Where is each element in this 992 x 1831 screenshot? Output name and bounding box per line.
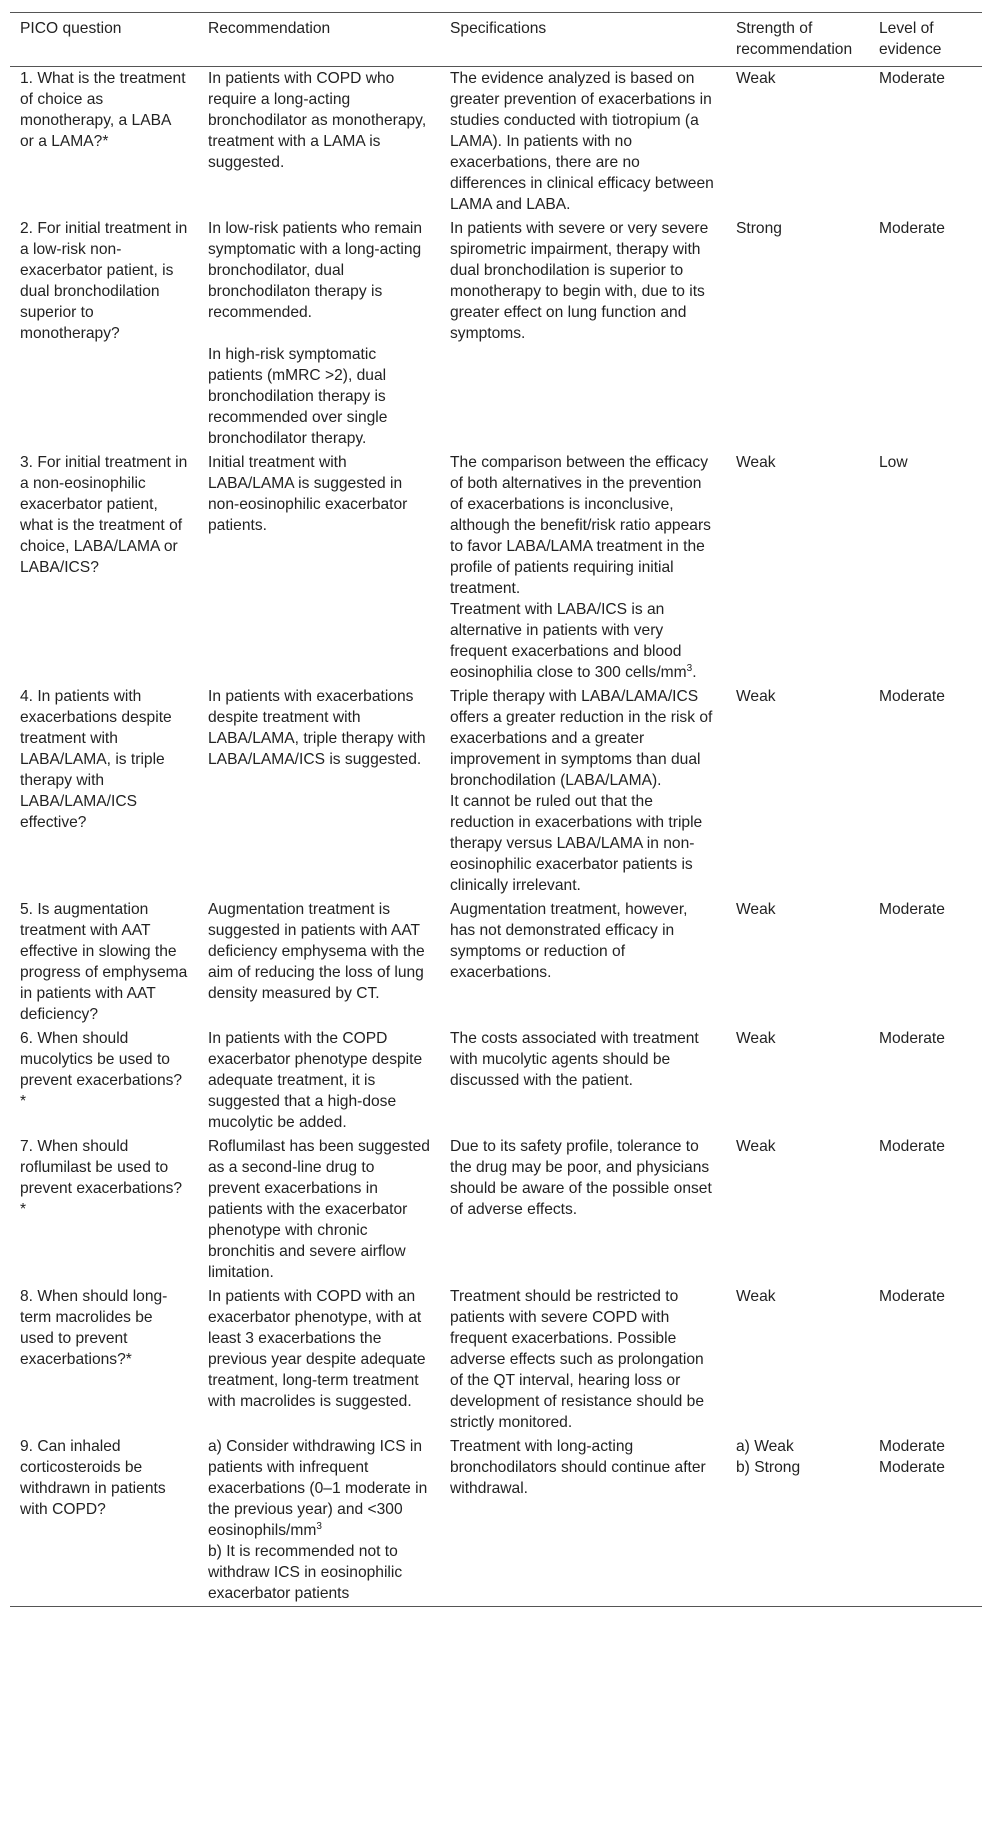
evidence-cell: Moderate <box>879 70 945 87</box>
recommendation-cell: In patients with the COPD exacerbator phenotype despite adequate treatment, it is suggested that a high-dose mucolytic be added. <box>208 1030 423 1131</box>
specifications-cell: The costs associated with treatment with mucolytic agents should be discussed with the patient. <box>450 1030 699 1089</box>
header-specifications: Specifications <box>450 20 547 37</box>
specifications-cell: Due to its safety profile, tolerance to the drug may be poor, and physicians should be aware of the possible onset of adverse effects. <box>450 1138 712 1218</box>
header-pico-question: PICO question <box>20 20 122 37</box>
specifications-cell: In patients with severe or very severe spirometric impairment, therapy with dual bronchodilation is superior to monotherapy to begin with, due to its greater effect on lung function and symptoms. <box>450 220 709 342</box>
evidence-cell: Moderate <box>879 688 945 705</box>
paragraph-gap <box>208 323 430 344</box>
evidence-cell: Moderate <box>879 1138 945 1155</box>
table-row <box>10 451 982 685</box>
recommendation-cell: In patients with COPD who require a long-acting bronchodilator as monotherapy, treatment with a LAMA is suggested. <box>208 70 427 171</box>
strength-cell: Strong <box>736 220 782 237</box>
question-cell: 5. Is augmentation treatment with AAT effective in slowing the progress of emphysema in patients with AAT deficiency? <box>20 901 188 1023</box>
table-row <box>10 1027 982 1135</box>
strength-cell: Weak <box>736 688 776 705</box>
strength-cell: a) Weak b) Strong <box>736 1438 801 1476</box>
evidence-cell: Moderate <box>879 1288 945 1305</box>
specifications-cell: Treatment should be restricted to patients with severe COPD with frequent exacerbations. Possible adverse effects such as prolongation of the QT interval, hearing loss or development of resistance should be strictly monitored. <box>450 1288 704 1431</box>
strength-cell: Weak <box>736 1288 776 1305</box>
header-strength: Strength of recommendation <box>736 20 853 58</box>
recommendation-cell: Roflumilast has been suggested as a second-line drug to prevent exacerbations in patients with the exacerbator phenotype with chronic bronchitis and severe airflow limitation. <box>208 1138 430 1281</box>
specifications-cell: The evidence analyzed is based on greater prevention of exacerbations in studies conducted with tiotropium (a LAMA). In patients with no exacerbations, there are no differences in clinical efficacy between LAMA and LABA. <box>450 70 714 213</box>
question-cell: 6. When should mucolytics be used to prevent exacerbations?* <box>20 1030 183 1110</box>
specification-with-unit: Treatment with LABA/ICS is an alternative in patients with very frequent exacerbations and blood eosinophilia close to 300 cells/$mm^3$. <box>450 601 697 681</box>
table-row <box>10 898 982 1027</box>
recommendation-cell: In low-risk patients who remain symptomatic with a long-acting bronchodilator, dual bronchodilaton therapy is recommended. In high-risk symptomatic patients (mMRC >2), dual bronchodilation therapy is recommended over single bronchodilator therapy. <box>198 217 440 451</box>
table-row <box>10 1285 982 1435</box>
question-cell: 4. In patients with exacerbations despite treatment with LABA/LAMA, is triple therapy with LABA/LAMA/ICS effective? <box>20 688 172 831</box>
header-level-of-evidence: Level of evidence <box>879 20 942 58</box>
specifications-cell: Triple therapy with LABA/LAMA/ICS offers a greater reduction in the risk of exacerbations and a greater improvement in symptoms than dual bronchodilation (LABA/LAMA). It cannot be ruled out that the reduction in exacerbations with triple therapy versus LABA/LAMA in non-eosinophilic exacerbator patients is clinically irrelevant. <box>450 688 713 894</box>
evidence-cell: Moderate Moderate <box>879 1438 945 1476</box>
recommendation-cell: a) Consider withdrawing ICS in patients with infrequent exacerbations (0–1 moderate in the previous year) and <300 eosinophils/$mm^3$ b) It is recommended not to withdraw ICS in eosinophilic exacerbator patients <box>198 1435 440 1607</box>
strength-cell: Weak <box>736 1138 776 1155</box>
recommendation-cell: Augmentation treatment is suggested in patients with AAT deficiency emphysema with the aim of reducing the loss of lung density measured by CT. <box>208 901 425 1002</box>
evidence-cell: Moderate <box>879 220 945 237</box>
strength-cell: Weak <box>736 1030 776 1047</box>
question-cell: 8. When should long-term macrolides be used to prevent exacerbations?* <box>20 1288 168 1368</box>
strength-cell: Weak <box>736 454 776 471</box>
recommendation-with-unit: a) Consider withdrawing ICS in patients with infrequent exacerbations (0–1 moderate in the previous year) and <300 eosinophils/$mm^3$ <box>208 1438 428 1539</box>
table-row <box>10 1135 982 1285</box>
recommendation-cell: In patients with COPD with an exacerbator phenotype, with at least 3 exacerbations the previous year despite adequate treatment, long-term treatment with macrolides is suggested. <box>208 1288 426 1410</box>
recommendation-cell: Initial treatment with LABA/LAMA is suggested in non-eosinophilic exacerbator patients. <box>208 454 408 534</box>
table-header-row <box>10 13 982 67</box>
question-cell: 9. Can inhaled corticosteroids be withdrawn in patients with COPD? <box>20 1438 166 1518</box>
table-row <box>10 685 982 898</box>
question-cell: 2. For initial treatment in a low-risk non-exacerbator patient, is dual bronchodilation superior to monotherapy? <box>20 220 188 342</box>
question-cell: 1. What is the treatment of choice as monotherapy, a LABA or a LAMA?* <box>20 70 186 150</box>
specifications-cell: Augmentation treatment, however, has not demonstrated efficacy in symptoms or reduction of exacerbations. <box>450 901 688 981</box>
question-cell: 3. For initial treatment in a non-eosinophilic exacerbator patient, what is the treatment of choice, LABA/LAMA or LABA/ICS? <box>20 454 188 576</box>
table-row <box>10 67 982 218</box>
table-row <box>10 1435 982 1607</box>
header-recommendation: Recommendation <box>208 20 331 37</box>
evidence-cell: Low <box>879 454 908 471</box>
evidence-cell: Moderate <box>879 1030 945 1047</box>
strength-cell: Weak <box>736 901 776 918</box>
question-cell: 7. When should roflumilast be used to prevent exacerbations?* <box>20 1138 183 1218</box>
recommendation-cell: In patients with exacerbations despite treatment with LABA/LAMA, triple therapy with LABA/LAMA/ICS is suggested. <box>208 688 426 768</box>
strength-cell: Weak <box>736 70 776 87</box>
specifications-cell: The comparison between the efficacy of both alternatives in the prevention of exacerbations is inconclusive, although the benefit/risk ratio appears to favor LABA/LAMA treatment in the profile of patients requiring initial treatment. Treatment with LABA/ICS is an alternative in patients with very frequent exacerbations and blood eosinophilia close to 300 cells/$mm^3$. <box>440 451 726 685</box>
specifications-cell: Treatment with long-acting bronchodilators should continue after withdrawal. <box>450 1438 706 1497</box>
evidence-cell: Moderate <box>879 901 945 918</box>
pico-recommendations-table <box>10 12 982 1607</box>
table-row <box>10 217 982 451</box>
